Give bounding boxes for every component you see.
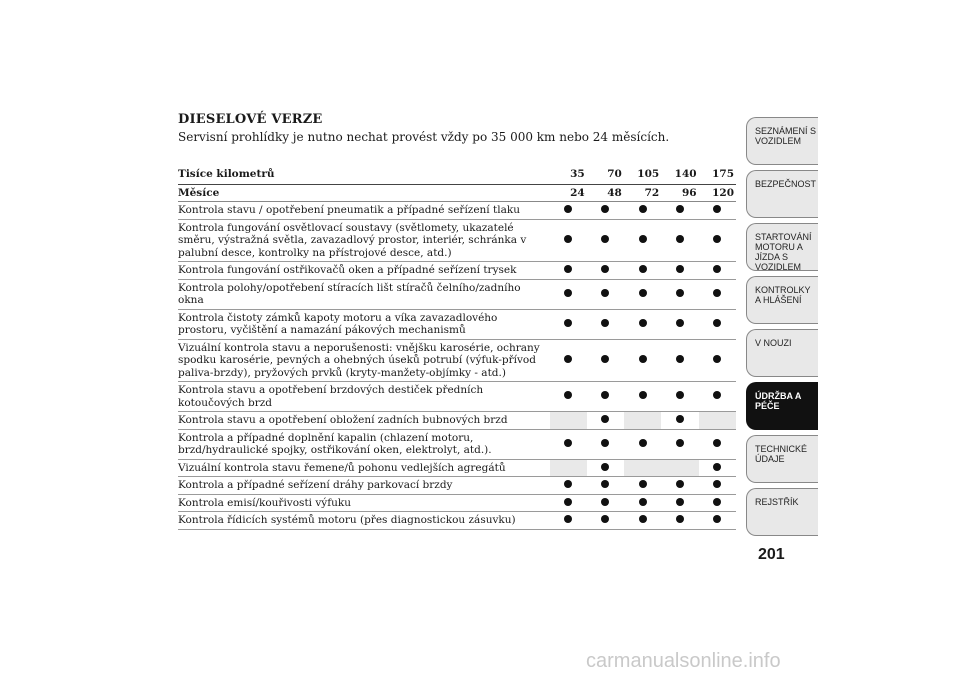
- check-mark-cell: [624, 219, 661, 262]
- check-dot-icon: [676, 319, 684, 327]
- km-header-value: 175: [699, 166, 736, 184]
- check-mark-cell: [587, 262, 624, 280]
- check-mark-cell: [699, 202, 736, 220]
- check-dot-icon: [713, 235, 721, 243]
- check-dot-icon: [676, 235, 684, 243]
- check-mark-cell: [624, 382, 661, 412]
- check-dot-icon: [676, 480, 684, 488]
- check-dot-icon: [713, 391, 721, 399]
- check-mark-cell: [699, 382, 736, 412]
- check-dot-icon: [639, 515, 647, 523]
- schedule-body: [178, 202, 736, 530]
- check-item-label: Kontrola stavu a opotřebení obložení zadních bubnových brzd: [178, 412, 550, 430]
- check-dot-icon: [601, 205, 609, 213]
- chapter-tab[interactable]: SEZNÁMENÍ S VOZIDLEM: [746, 117, 818, 165]
- check-item-label: Kontrola řídicích systémů motoru (přes diagnostickou zásuvku): [178, 512, 550, 530]
- check-mark-cell: [587, 219, 624, 262]
- check-dot-icon: [601, 498, 609, 506]
- check-dot-icon: [564, 480, 572, 488]
- check-dot-icon: [564, 355, 572, 363]
- check-dot-icon: [564, 265, 572, 273]
- chapter-tab[interactable]: REJSTŘÍK: [746, 488, 818, 536]
- check-item-label: Vizuální kontrola stavu a neporušenosti: vnějšku karosérie, ochrany spodku karosérie, pevných a ohebných úseků potrubí (výfuk-přívod paliva-brzdy), pryžových prvků (kryty-manžety-objímky - atd.): [178, 339, 550, 382]
- table-row: [178, 429, 736, 459]
- check-item-label: Kontrola a případné doplnění kapalin (chlazení motoru, brzd/hydraulické spojky, ostřikování oken, elektrolyt, atd.).: [178, 429, 550, 459]
- table-row: [178, 309, 736, 339]
- check-dot-icon: [639, 235, 647, 243]
- page-number: 201: [758, 546, 785, 563]
- chapter-tabs: [746, 117, 818, 541]
- check-dot-icon: [601, 463, 609, 471]
- check-dot-icon: [564, 498, 572, 506]
- check-dot-icon: [601, 415, 609, 423]
- check-mark-cell: [624, 477, 661, 495]
- months-header-value: 96: [661, 184, 698, 202]
- check-mark-cell: [699, 477, 736, 495]
- km-header-value: 35: [550, 166, 587, 184]
- table-row: [178, 477, 736, 495]
- check-mark-cell: [550, 202, 587, 220]
- check-mark-cell: [587, 429, 624, 459]
- check-mark-cell: [587, 412, 624, 430]
- section-subheading: Servisní prohlídky je nutno nechat provést vždy po 35 000 km nebo 24 měsících.: [178, 130, 670, 144]
- table-row: [178, 219, 736, 262]
- check-item-label: Kontrola čistoty zámků kapoty motoru a víka zavazadlového prostoru, vyčištění a namazání pákových mechanismů: [178, 309, 550, 339]
- check-mark-cell: [550, 262, 587, 280]
- check-dot-icon: [713, 205, 721, 213]
- check-mark-cell: [550, 279, 587, 309]
- empty-cell: [699, 412, 736, 430]
- check-mark-cell: [624, 262, 661, 280]
- check-mark-cell: [661, 339, 698, 382]
- check-mark-cell: [699, 279, 736, 309]
- check-item-label: Kontrola a případné seřízení dráhy parkovací brzdy: [178, 477, 550, 495]
- check-dot-icon: [601, 319, 609, 327]
- table-row: [178, 512, 736, 530]
- check-item-label: Kontrola stavu a opotřebení brzdových destiček předních kotoučových brzd: [178, 382, 550, 412]
- chapter-tab[interactable]: TECHNICKÉ ÚDAJE: [746, 435, 818, 483]
- check-dot-icon: [639, 319, 647, 327]
- check-dot-icon: [713, 515, 721, 523]
- km-header-value: 105: [624, 166, 661, 184]
- check-mark-cell: [587, 382, 624, 412]
- section-heading: DIESELOVÉ VERZE: [178, 112, 323, 127]
- check-mark-cell: [624, 429, 661, 459]
- check-mark-cell: [661, 512, 698, 530]
- check-dot-icon: [601, 289, 609, 297]
- check-dot-icon: [564, 439, 572, 447]
- check-mark-cell: [699, 219, 736, 262]
- check-mark-cell: [661, 279, 698, 309]
- check-dot-icon: [676, 355, 684, 363]
- check-mark-cell: [624, 309, 661, 339]
- check-dot-icon: [601, 515, 609, 523]
- months-header-value: 72: [624, 184, 661, 202]
- check-dot-icon: [601, 235, 609, 243]
- check-mark-cell: [550, 219, 587, 262]
- check-mark-cell: [587, 279, 624, 309]
- km-header-value: 70: [587, 166, 624, 184]
- months-header-value: 24: [550, 184, 587, 202]
- km-header-row: [178, 166, 736, 184]
- check-mark-cell: [587, 494, 624, 512]
- check-mark-cell: [699, 339, 736, 382]
- check-dot-icon: [676, 265, 684, 273]
- months-header-row: [178, 184, 736, 202]
- check-dot-icon: [713, 463, 721, 471]
- check-mark-cell: [587, 339, 624, 382]
- check-mark-cell: [624, 339, 661, 382]
- check-dot-icon: [601, 391, 609, 399]
- check-dot-icon: [676, 205, 684, 213]
- check-mark-cell: [624, 279, 661, 309]
- check-dot-icon: [639, 205, 647, 213]
- check-dot-icon: [639, 480, 647, 488]
- check-item-label: Kontrola emisí/kouřivosti výfuku: [178, 494, 550, 512]
- maintenance-schedule-table: [178, 166, 736, 530]
- check-dot-icon: [676, 289, 684, 297]
- check-mark-cell: [587, 512, 624, 530]
- months-header-value: 120: [699, 184, 736, 202]
- table-row: [178, 339, 736, 382]
- check-dot-icon: [564, 235, 572, 243]
- chapter-tab[interactable]: ÚDRŽBA A PÉČE: [746, 382, 818, 430]
- check-item-label: Kontrola polohy/opotřebení stíracích lišt stíračů čelního/zadního okna: [178, 279, 550, 309]
- check-dot-icon: [713, 319, 721, 327]
- check-dot-icon: [676, 515, 684, 523]
- check-dot-icon: [713, 439, 721, 447]
- empty-cell: [550, 459, 587, 477]
- months-header-value: 48: [587, 184, 624, 202]
- check-mark-cell: [587, 477, 624, 495]
- check-item-label: Kontrola fungování ostřikovačů oken a případné seřízení trysek: [178, 262, 550, 280]
- months-header-label: Měsíce: [178, 184, 550, 202]
- check-mark-cell: [661, 202, 698, 220]
- check-dot-icon: [713, 498, 721, 506]
- check-dot-icon: [713, 289, 721, 297]
- check-mark-cell: [661, 309, 698, 339]
- check-dot-icon: [601, 265, 609, 273]
- check-dot-icon: [564, 319, 572, 327]
- table-row: [178, 262, 736, 280]
- km-header-value: 140: [661, 166, 698, 184]
- check-mark-cell: [699, 494, 736, 512]
- check-dot-icon: [639, 498, 647, 506]
- check-dot-icon: [676, 415, 684, 423]
- check-mark-cell: [550, 494, 587, 512]
- check-mark-cell: [624, 494, 661, 512]
- check-mark-cell: [624, 202, 661, 220]
- check-dot-icon: [713, 480, 721, 488]
- check-mark-cell: [624, 512, 661, 530]
- table-row: [178, 459, 736, 477]
- check-mark-cell: [550, 477, 587, 495]
- check-mark-cell: [550, 512, 587, 530]
- table-row: [178, 202, 736, 220]
- check-dot-icon: [564, 391, 572, 399]
- table-row: [178, 412, 736, 430]
- check-mark-cell: [550, 339, 587, 382]
- check-dot-icon: [601, 439, 609, 447]
- check-item-label: Kontrola stavu / opotřebení pneumatik a případné seřízení tlaku: [178, 202, 550, 220]
- check-mark-cell: [661, 262, 698, 280]
- check-mark-cell: [587, 459, 624, 477]
- empty-cell: [550, 412, 587, 430]
- check-dot-icon: [713, 265, 721, 273]
- check-mark-cell: [699, 459, 736, 477]
- check-dot-icon: [639, 355, 647, 363]
- check-dot-icon: [601, 480, 609, 488]
- check-mark-cell: [587, 309, 624, 339]
- check-mark-cell: [661, 219, 698, 262]
- check-dot-icon: [676, 391, 684, 399]
- check-dot-icon: [639, 289, 647, 297]
- empty-cell: [624, 412, 661, 430]
- check-mark-cell: [550, 309, 587, 339]
- check-dot-icon: [639, 391, 647, 399]
- check-item-label: Vizuální kontrola stavu řemene/ů pohonu vedlejších agregátů: [178, 459, 550, 477]
- km-header-label: Tisíce kilometrů: [178, 166, 550, 184]
- check-dot-icon: [601, 355, 609, 363]
- check-mark-cell: [661, 412, 698, 430]
- check-mark-cell: [699, 512, 736, 530]
- check-mark-cell: [699, 262, 736, 280]
- check-dot-icon: [564, 289, 572, 297]
- check-dot-icon: [639, 439, 647, 447]
- check-mark-cell: [661, 429, 698, 459]
- check-mark-cell: [661, 494, 698, 512]
- check-dot-icon: [676, 498, 684, 506]
- check-mark-cell: [550, 429, 587, 459]
- check-mark-cell: [587, 202, 624, 220]
- check-mark-cell: [699, 429, 736, 459]
- check-dot-icon: [713, 355, 721, 363]
- chapter-tab[interactable]: STARTOVÁNÍ MOTORU A JÍZDA S VOZIDLEM: [746, 223, 818, 271]
- check-item-label: Kontrola fungování osvětlovací soustavy (světlomety, ukazatelé směru, výstražná světla, zavazadlový prostor, interiér, schránka v palubní desce, kontrolky na přístrojové desce, atd.): [178, 219, 550, 262]
- chapter-tab[interactable]: V NOUZI: [746, 329, 818, 377]
- table-row: [178, 494, 736, 512]
- chapter-tab[interactable]: BEZPEČNOST: [746, 170, 818, 218]
- check-dot-icon: [564, 205, 572, 213]
- table-row: [178, 382, 736, 412]
- check-mark-cell: [661, 477, 698, 495]
- watermark: carmanualsonline.info: [586, 650, 781, 672]
- check-dot-icon: [676, 439, 684, 447]
- check-dot-icon: [639, 265, 647, 273]
- empty-cell: [661, 459, 698, 477]
- check-mark-cell: [699, 309, 736, 339]
- check-mark-cell: [661, 382, 698, 412]
- check-mark-cell: [550, 382, 587, 412]
- check-dot-icon: [564, 515, 572, 523]
- empty-cell: [624, 459, 661, 477]
- table-row: [178, 279, 736, 309]
- chapter-tab[interactable]: KONTROLKY A HLÁŠENÍ: [746, 276, 818, 324]
